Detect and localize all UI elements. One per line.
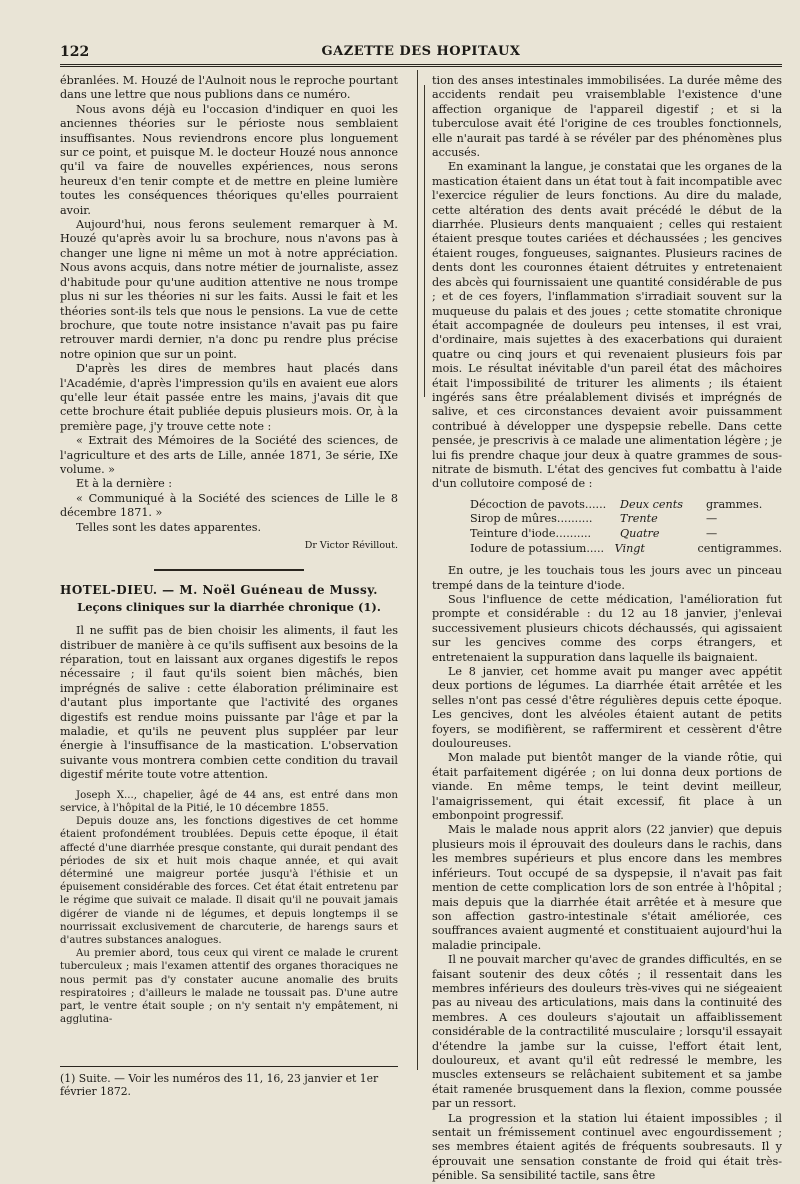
quantity: Trente	[620, 512, 658, 526]
ingredient: Décoction de pavots......	[470, 497, 607, 511]
unit: —	[706, 526, 718, 540]
prescription-row	[470, 527, 782, 542]
footnote: (1) Suite. — Voir les numéros des 11, 16, 23 janvier et 1er février 1872.	[60, 1072, 379, 1098]
paragraph: Il ne pouvait marcher qu'avec de grandes difficultés, en se faisant soutenir des deux côtés ; il ressentait dans les membres inférieurs des douleurs très-vives qui ne siégeaient pas au niveau des articulations, mais dans la continuité des membres. A ces douleurs s'ajoutait un affaiblissement considérable de la contractilité musculaire ; lorsqu'il essayait d'étendre la jambe sur la cuisse, l'effort était lent, douloureux, et avant qu'il eût redressé le membre, les muscles extenseurs se relâchaient subitement et sa jambe était ramenée brusquement dans la flexion, comme poussée par un ressort.	[432, 953, 782, 1111]
header-rule	[60, 64, 782, 67]
paragraph: En examinant la langue, je constatai que les organes de la mastication étaient dans un état tout à fait incompatible avec l'exercice régulier de leurs fonctions. Au dire du malade, cette altération des dents avait précédé le début de la diarrhée. Plusieurs dents manquaient ; celles qui restaient étaient presque toutes cariées et déchaussées ; les gencives étaient rouges, fongueuses, saignantes. Plusieurs racines de dents dont les couronnes étaient détruites y entretenaient des abcès qui fournissaient une quantité considérable de pus ; et de ces foyers, l'inflammation s'irradiait souvent sur la muqueuse du palais et des joues ; cette stomatite chronique était accompagnée de douleurs peu intenses, il est vrai, d'ordinaire, mais sujettes à des exacerbations qui duraient quatre ou cinq jours et qui revenaient plusieurs fois par mois. Le résultat inévitable d'un pareil état des mâchoires était l'impossibilité de triturer les aliments ; ils étaient ingérés sans être préalablement divisés et imprégnés de salive, et ces circonstances devaient avoir puissamment contribué à développer une dyspepsie rebelle. Dans cette pensée, je prescrivis à ce malade une alimentation légère ; je lui fis prendre chaque jour deux à quatre grammes de sous-nitrate de bismuth. L'état des gencives fut combattu à l'aide d'un collutoire composé de :	[432, 160, 782, 491]
paragraph: Mon malade put bientôt manger de la viande rôtie, qui était parfaitement digérée ; on lui donna deux portions de viande. En même temps, le teint devint meilleur, l'amaigrissement, qui était excessif, fit place à un embonpoint progressif.	[432, 751, 782, 823]
paragraph: Aujourd'hui, nous ferons seulement remarquer à M. Houzé qu'après avoir lu sa brochure, nous n'avons pas à changer une ligne ni même un mot à notre appréciation. Nous avons acquis, dans notre métier de journaliste, assez d'habitude pour qu'une audition attentive ne nous trompe plus ni sur les théories ni sur les faits. Aussi le fait et les théories sont-ils tels que nous le pensions. La vue de cette brochure, que toute notre insistance n'avait pas pu faire retrouver mardi dernier, n'a donc pu rendre plus précise notre opinion que sur un point.	[60, 218, 398, 361]
page-number: 122	[60, 44, 90, 60]
paragraph: Telles sont les dates apparentes.	[76, 520, 262, 534]
paragraph: « Extrait des Mémoires de la Société des sciences, de l'agriculture et des arts de Lille, année 1871, 3e série, IXe volume. »	[60, 434, 398, 476]
paragraph: Nous avons déjà eu l'occasion d'indiquer en quoi les anciennes théories sur le périoste nous semblaient insuffisantes. Nous reviendrons encore plus longuement sur ce point, et puisque M. le docteur Houzé nous annonce qu'il va faire de nouvelles expériences, nous serons heureux d'en tenir compte et de mettre en pleine lumière toutes les conséquences théoriques qu'elles pourraient avoir.	[60, 102, 398, 217]
ornamental-divider	[60, 561, 398, 569]
paragraph: Le 8 janvier, cet homme avait pu manger avec appétit deux portions de légumes. La diarrhée était arrêtée et les selles n'ont pas cessé d'être régulières depuis cette époque. Les gencives, dont les alvéoles étaient autant de petits foyers, se modifièrent, se raffermirent et cessèrent d'être douloureuses.	[432, 665, 782, 751]
paragraph: Au premier abord, tous ceux qui virent ce malade le crurent tuberculeux ; mais l'examen attentif des organes thoraciques ne nous permit pas d'y constater aucune anomalie des bruits respiratoires ; d'ailleurs le malade ne toussait pas. D'une autre part, le ventre était souple ; on n'y sentait n'y empâtement, ni agglutina-	[60, 948, 398, 1026]
footnote-rule	[60, 1066, 398, 1067]
quantity: Vingt	[614, 541, 645, 555]
margin-mark	[424, 85, 429, 397]
ingredient: Teinture d'iode..........	[470, 526, 592, 540]
section-title: Leçons cliniques sur la diarrhée chronique (1).	[77, 599, 381, 614]
paragraph: Depuis douze ans, les fonctions digestives de cet homme étaient profondément troublées. Depuis cette époque, il était affecté d'une diarrhée presque constante, qui durait pendant des périodes de six et huit mois chaque année, et qui avait déterminé une maigreur portée jusqu'à l'éthisie et un épuisement considérable des forces. Cet état était entretenu par le régime que suivait ce malade. Il disait qu'il ne pouvait jamais digérer de viande ni de légumes, et depuis longtemps il se nourrissait exclusivement de charcuterie, de harengs saurs et d'autres substances analogues.	[60, 816, 398, 946]
page-header	[60, 40, 782, 62]
paragraph: Il ne suffit pas de bien choisir les aliments, il faut les distribuer de manière à ce qu'ils suffisent aux besoins de la réparation, tout en laissant aux organes digestifs le repos nécessaire ; il faut qu'ils soient bien mâchés, bien imprégnés de salive : cette élaboration préliminaire est d'autant plus importante que l'activité des organes digestifs est rendue moins puissante par l'âge et par la maladie, et qu'ils ne peuvent plus suppléer par leur énergie à l'insuffisance de la mastication. L'observation suivante vous montrera combien cette condition du travail digestif mérite toute votre attention.	[60, 624, 398, 782]
left-column	[60, 74, 398, 1026]
paragraph: ébranlées. M. Houzé de l'Aulnoit nous le reproche pourtant dans une lettre que nous publions dans ce numéro.	[60, 74, 398, 102]
prescription-row	[470, 498, 782, 513]
paragraph: D'après les dires de membres haut placés dans l'Académie, d'après l'impression qu'ils en avaient eue alors qu'elle leur était passée entre les mains, j'avais dit que cette brochure était publiée depuis plusieurs mois. Or, à la première page, j'y trouve cette note :	[60, 362, 398, 433]
paragraph: Joseph X..., chapelier, âgé de 44 ans, est entré dans mon service, à l'hôpital de la Pitié, le 10 décembre 1855.	[60, 789, 398, 814]
unit: grammes.	[706, 497, 763, 511]
ingredient: Sirop de mûres..........	[470, 512, 593, 526]
right-column	[432, 74, 782, 1184]
section-heading: HOTEL-DIEU. — M. Noël Guéneau de Mussy.	[60, 583, 378, 598]
paragraph: Sous l'influence de cette médication, l'amélioration fut prompte et considérable : du 12 au 18 janvier, j'enlevai successivement plusieurs chicots déchaussés, qui agissaient sur les gencives comme des corps étrangers, et entretenaient la suppuration dans laquelle ils baignaient.	[432, 592, 782, 664]
paragraph: En outre, je les touchais tous les jours avec un pinceau trempé dans de la teinture d'iode.	[432, 564, 782, 592]
prescription-list	[470, 498, 782, 556]
column-divider	[417, 70, 418, 1070]
unit: centigrammes.	[697, 541, 782, 555]
signature: Dr Victor Révillout.	[304, 540, 398, 551]
paragraph: La progression et la station lui étaient impossibles ; il sentait un frémissement continuel avec engourdissement ; ses membres étaient agités de fréquents soubresauts. Il y éprouvait une sensation constante de froid qui était très-pénible. Sa sensibilité tactile, sans être	[432, 1111, 782, 1183]
ingredient: Iodure de potassium.....	[470, 541, 605, 555]
quantity: Deux cents	[620, 497, 683, 511]
paragraph: Et à la dernière :	[76, 477, 173, 491]
paragraph: « Communiqué à la Société des sciences de Lille le 8 décembre 1871. »	[60, 491, 398, 520]
paragraph: Mais le malade nous apprit alors (22 janvier) que depuis plusieurs mois il éprouvait des douleurs dans le rachis, dans les membres supérieurs et plus encore dans les membres inférieurs. Tout occupé de sa dyspepsie, il n'avait pas fait mention de cette complication lors de son entrée à l'hôpital ; mais depuis que la diarrhée était arrêtée et à mesure que son affection gastro-intestinale s'était améliorée, ces souffrances avaient augmenté et constituaient aujourd'hui la maladie principale.	[432, 823, 782, 952]
quantity: Quatre	[620, 526, 660, 540]
journal-title: GAZETTE DES HOPITAUX	[321, 44, 521, 59]
prescription-row	[470, 512, 782, 527]
prescription-row	[470, 542, 782, 557]
unit: —	[706, 512, 718, 526]
paragraph: tion des anses intestinales immobilisées. La durée même des accidents rendait peu vraisemblable l'existence d'une affection organique de l'appareil digestif ; et si la tuberculose avait été l'origine de ces troubles fonctionnels, elle n'aurait pas tardé à se révéler par des phénomènes plus accusés.	[432, 74, 782, 160]
